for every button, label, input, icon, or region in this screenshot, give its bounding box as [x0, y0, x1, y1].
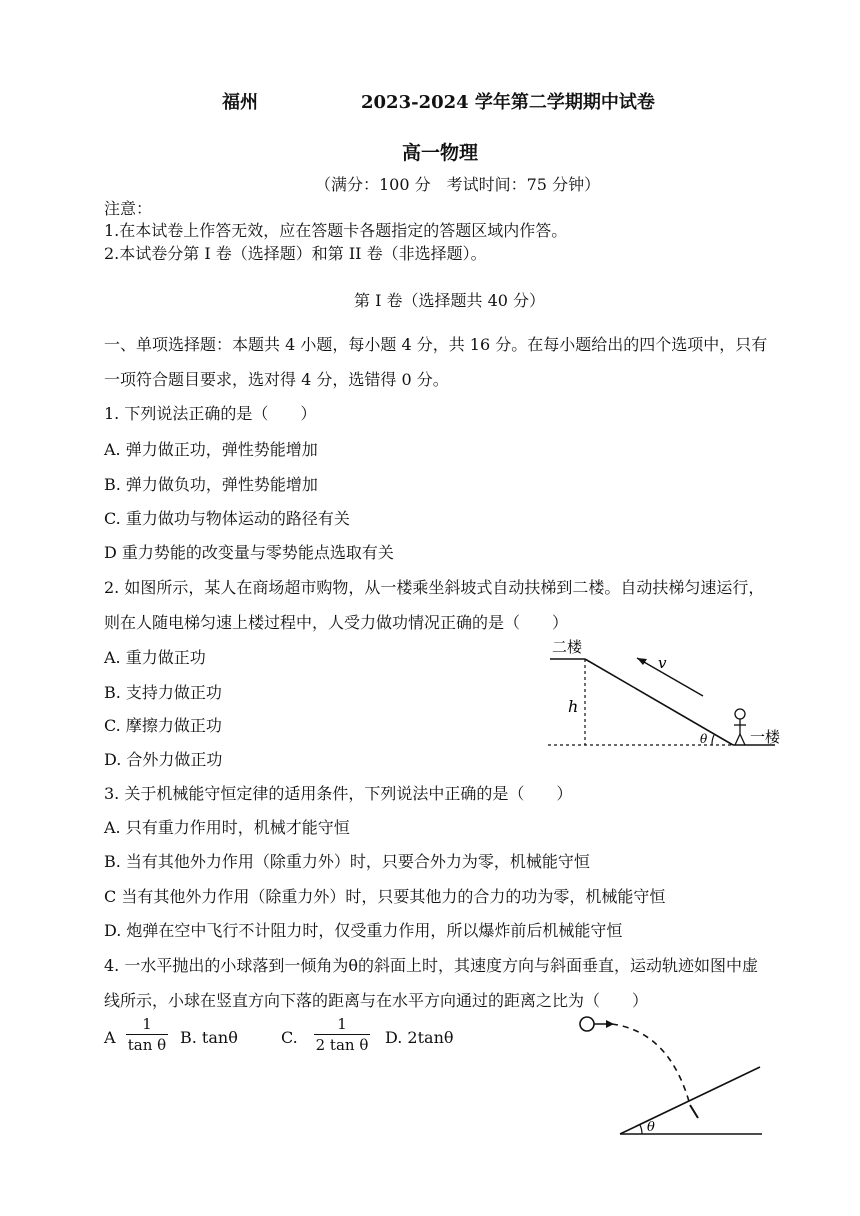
q3-option-b: B. 当有其他外力作用（除重力外）时，只要合外力为零，机械能守恒 [104, 852, 590, 871]
q1-option-c: C. 重力做功与物体运动的路径有关 [104, 509, 350, 528]
subject-title: 高一物理 [402, 142, 479, 164]
ball [580, 1017, 594, 1031]
q4-option-c-label: C. [281, 1028, 298, 1047]
section-title: 第 I 卷（选择题共 40 分） [354, 291, 546, 310]
velocity-arrowhead [637, 658, 647, 665]
fraction-bar [314, 1034, 370, 1035]
fraction-bar [126, 1034, 168, 1035]
q4-option-a-label: A [104, 1028, 116, 1047]
part-heading-line2: 一项符合题目要求，选对得 4 分，选错得 0 分。 [104, 370, 449, 389]
incline-line [620, 1067, 760, 1134]
label-first-floor: 一楼 [750, 728, 781, 746]
label-v: v [658, 654, 667, 672]
q4-option-b: B. tanθ [180, 1028, 238, 1047]
q3-option-a: A. 只有重力作用时，机械才能守恒 [104, 818, 350, 837]
projectile-incline-figure [570, 1010, 770, 1145]
incline-theta-arc [640, 1125, 642, 1134]
notes-heading: 注意： [104, 199, 153, 218]
note-item-1: 1.在本试卷上作答无效，应在答题卡各题指定的答题区域内作答。 [104, 221, 568, 240]
q1-option-b: B. 弹力做负功，弹性势能增加 [104, 475, 318, 494]
q3-option-d: D. 炮弹在空中飞行不计阻力时，仅受重力作用，所以爆炸前后机械能守恒 [104, 921, 623, 940]
q4-option-c-numerator: 1 [337, 1015, 347, 1033]
q4-option-d: D. 2tanθ [385, 1028, 454, 1047]
velocity-arrow [637, 658, 703, 696]
q4-option-c-denominator: 2 tan θ [315, 1036, 369, 1054]
q2-option-b: B. 支持力做正功 [104, 683, 222, 702]
exam-title: 2023-2024 学年第二学期期中试卷 [361, 92, 655, 113]
part-heading-line1: 一、单项选择题：本题共 4 小题，每小题 4 分，共 16 分。在每小题给出的四个选项中，只有 [104, 335, 768, 354]
q2-option-c: C. 摩擦力做正功 [104, 716, 222, 735]
label-h: h [568, 697, 579, 716]
trajectory-dashed [612, 1024, 690, 1105]
label-theta: θ [700, 732, 708, 746]
q4-option-c-fraction [314, 1015, 370, 1054]
person-figure [734, 709, 746, 745]
q4-stem-line2: 线所示，小球在竖直方向下落的距离与在水平方向通过的距离之比为（ ） [104, 991, 649, 1010]
q3-option-c: C 当有其他外力作用（除重力外）时，只要其他力的合力的功为零，机械能守恒 [104, 887, 666, 906]
q1-stem: 1. 下列说法正确的是（ ） [104, 404, 317, 423]
escalator-figure [540, 628, 790, 756]
q2-stem-line1: 2. 如图所示，某人在商场超市购物，从一楼乘坐斜坡式自动扶梯到二楼。自动扶梯匀速运行， [104, 578, 765, 597]
q4-option-a-fraction [126, 1015, 168, 1054]
q1-option-a: A. 弹力做正功，弹性势能增加 [104, 440, 318, 459]
q2-stem-line2: 则在人随电梯匀速上楼过程中，人受力做功情况正确的是（ ） [104, 613, 569, 632]
q1-option-d: D 重力势能的改变量与零势能点选取有关 [104, 543, 394, 562]
q2-option-d: D. 合外力做正功 [104, 750, 223, 769]
score-time-info: （满分：100 分 考试时间：75 分钟） [315, 175, 601, 194]
incline-theta-label: θ [647, 1120, 655, 1135]
q4-option-a-numerator: 1 [142, 1015, 152, 1033]
city-label: 福州 [222, 92, 258, 113]
q2-option-a: A. 重力做正功 [104, 648, 206, 667]
label-second-floor: 二楼 [552, 638, 583, 656]
note-item-2: 2.本试卷分第 I 卷（选择题）和第 II 卷（非选择题）。 [104, 244, 487, 263]
q4-option-a-denominator: tan θ [127, 1036, 167, 1054]
theta-arc [712, 735, 714, 745]
impact-marker [690, 1105, 698, 1118]
q3-stem: 3. 关于机械能守恒定律的适用条件，下列说法中正确的是（ ） [104, 784, 573, 803]
q4-stem-line1: 4. 一水平抛出的小球落到一倾角为θ的斜面上时，其速度方向与斜面垂直，运动轨迹如图中虚 [104, 956, 758, 975]
